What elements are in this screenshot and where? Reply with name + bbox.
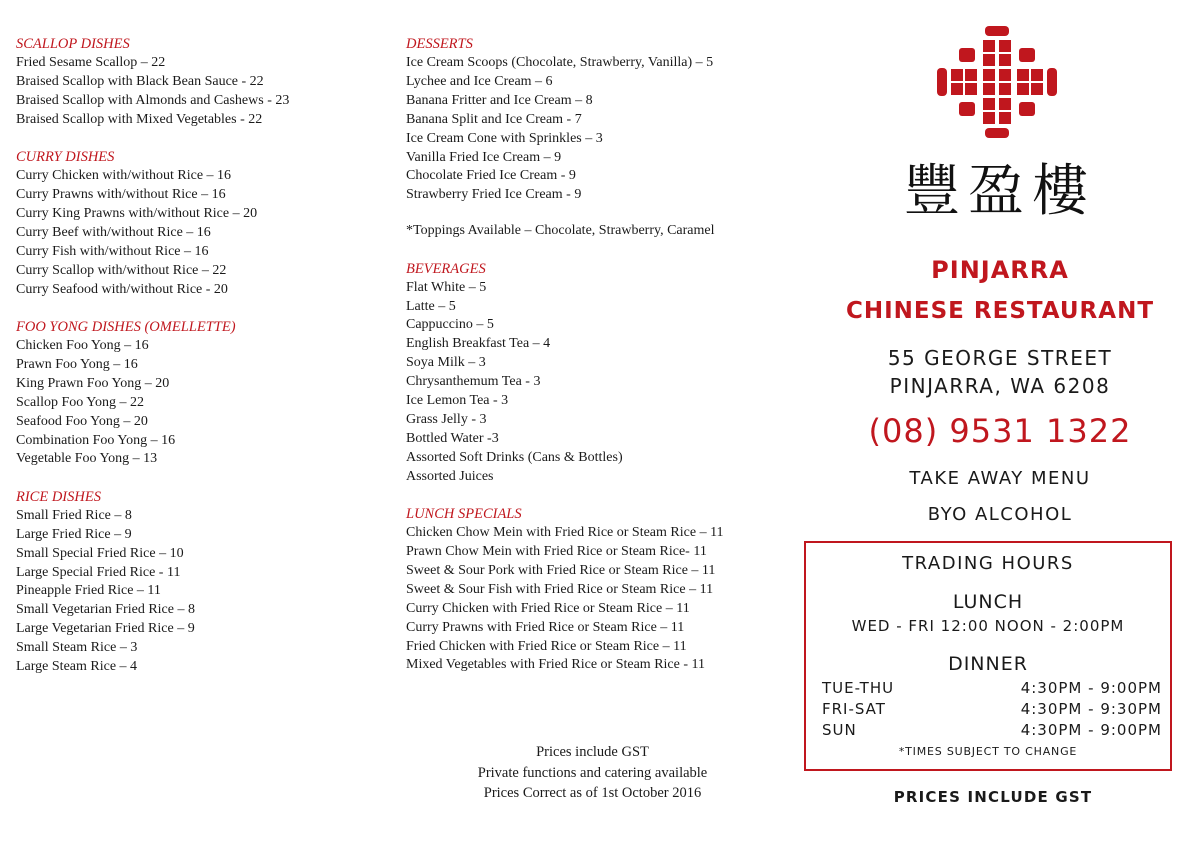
menu-item: Small Steam Rice – 3 xyxy=(16,640,138,656)
toppings-note: *Toppings Available – Chocolate, Strawberry, Caramel xyxy=(406,223,715,239)
section-title: BEVERAGES xyxy=(406,260,486,277)
menu-item: Small Fried Rice – 8 xyxy=(16,507,132,523)
menu-item: Curry Seafood with/without Rice - 20 xyxy=(16,281,228,297)
dinner-title: DINNER xyxy=(948,653,1028,675)
menu-item: Prawn Chow Mein with Fried Rice or Steam Rice- 11 xyxy=(406,544,707,560)
menu-item: Vanilla Fried Ice Cream – 9 xyxy=(406,149,562,165)
trading-hours-title: TRADING HOURS xyxy=(902,553,1074,574)
section-title: SCALLOP DISHES xyxy=(16,36,130,52)
menu-item: Assorted Soft Drinks (Cans & Bottles) xyxy=(406,449,623,465)
byo-label: BYO ALCOHOL xyxy=(927,504,1073,525)
menu-item: Seafood Foo Yong – 20 xyxy=(16,413,148,429)
dinner-time: 4:30PM - 9:00PM xyxy=(1020,721,1162,739)
dinner-row xyxy=(822,679,1162,699)
menu-section xyxy=(16,35,386,130)
menu-item: Large Special Fried Rice - 11 xyxy=(16,564,181,580)
footer-prices-date-note: Prices Correct as of 1st October 2016 xyxy=(483,785,702,801)
menu-item: Curry Chicken with Fried Rice or Steam Rice – 11 xyxy=(406,600,690,616)
menu-item: Ice Lemon Tea - 3 xyxy=(406,393,509,409)
section-title: FOO YONG DISHES (OMELLETTE) xyxy=(16,318,236,335)
menu-item: Bottled Water -3 xyxy=(406,430,499,446)
dinner-row xyxy=(822,700,1162,720)
menu-item: Chicken Foo Yong – 16 xyxy=(16,337,149,353)
menu-item: Curry Prawns with/without Rice – 16 xyxy=(16,187,226,203)
menu-item: Curry King Prawns with/without Rice – 20 xyxy=(16,205,258,221)
menu-item: Large Vegetarian Fried Rice – 9 xyxy=(16,621,195,637)
address-line2: PINJARRA, WA 6208 xyxy=(889,374,1111,398)
menu-section xyxy=(16,148,386,299)
section-title: RICE DISHES xyxy=(16,488,101,505)
footer-gst-note: Prices include GST xyxy=(536,744,649,760)
dinner-day: TUE-THU xyxy=(822,679,895,697)
menu-item: English Breakfast Tea – 4 xyxy=(406,336,551,352)
menu-item: Prawn Foo Yong – 16 xyxy=(16,356,138,372)
menu-section xyxy=(406,505,806,675)
menu-item: Ice Cream Scoops (Chocolate, Strawberry, Vanilla) – 5 xyxy=(406,55,714,70)
address-line1: 55 GEORGE STREET xyxy=(887,346,1113,370)
menu-item: Scallop Foo Yong – 22 xyxy=(16,394,144,410)
chinese-restaurant-name: 豐盈樓 xyxy=(904,159,1096,224)
section-title: CURRY DISHES xyxy=(16,149,115,166)
prices-include-gst: PRICES INCLUDE GST xyxy=(893,788,1093,806)
restaurant-name-line2: CHINESE RESTAURANT xyxy=(845,298,1155,324)
restaurant-info-panel xyxy=(800,0,1200,848)
phone-number: (08) 9531 1322 xyxy=(868,412,1132,450)
menu-item: Sweet & Sour Fish with Fried Rice or Steam Rice – 11 xyxy=(406,581,714,597)
lunch-title: LUNCH xyxy=(952,591,1024,613)
section-title: LUNCH SPECIALS xyxy=(406,506,522,523)
menu-item: Flat White – 5 xyxy=(406,279,487,295)
menu-section xyxy=(16,488,386,677)
hours-disclaimer: *TIMES SUBJECT TO CHANGE xyxy=(898,745,1078,758)
menu-item: Fried Sesame Scallop – 22 xyxy=(16,55,166,70)
menu-item: Curry Fish with/without Rice – 16 xyxy=(16,243,209,259)
dinner-day: FRI-SAT xyxy=(822,700,886,718)
menu-item: Curry Beef with/without Rice – 16 xyxy=(16,224,211,240)
menu-item: Combination Foo Yong – 16 xyxy=(16,432,176,448)
menu-item: Chrysanthemum Tea - 3 xyxy=(406,374,541,390)
menu-section xyxy=(16,318,386,469)
menu-item: Chocolate Fried Ice Cream - 9 xyxy=(406,168,576,184)
menu-item: Small Vegetarian Fried Rice – 8 xyxy=(16,602,195,618)
menu-item: Assorted Juices xyxy=(406,468,494,484)
menu-item: Large Steam Rice – 4 xyxy=(16,659,138,675)
menu-item: Banana Split and Ice Cream - 7 xyxy=(406,111,582,127)
menu-item: Braised Scallop with Almonds and Cashews - 23 xyxy=(16,92,290,108)
menu-item: Curry Scallop with/without Rice – 22 xyxy=(16,262,227,278)
menu-column-left xyxy=(16,35,386,695)
footer-functions-note: Private functions and catering available xyxy=(477,764,708,781)
menu-item: Latte – 5 xyxy=(406,298,456,314)
menu-item: Cappuccino – 5 xyxy=(406,317,494,333)
menu-item: Large Fried Rice – 9 xyxy=(16,526,132,542)
lunch-hours: WED - FRI 12:00 NOON - 2:00PM xyxy=(851,617,1125,635)
dinner-row xyxy=(822,721,1162,741)
menu-item: Strawberry Fried Ice Cream - 9 xyxy=(406,187,582,203)
menu-item: Fried Chicken with Fried Rice or Steam Rice – 11 xyxy=(406,638,687,654)
menu-item: Chicken Chow Mein with Fried Rice or Steam Rice – 11 xyxy=(406,525,724,541)
menu-item: Pineapple Fried Rice – 11 xyxy=(16,583,161,599)
menu-item: Small Special Fried Rice – 10 xyxy=(16,545,184,561)
menu-column-middle xyxy=(406,35,806,694)
menu-item: Sweet & Sour Pork with Fried Rice or Steam Rice – 11 xyxy=(406,562,716,578)
menu-item: Banana Fritter and Ice Cream – 8 xyxy=(406,92,593,108)
menu-item: Ice Cream Cone with Sprinkles – 3 xyxy=(406,130,603,146)
dinner-time: 4:30PM - 9:30PM xyxy=(1020,700,1162,718)
menu-item: Grass Jelly - 3 xyxy=(406,412,487,427)
trading-hours-box xyxy=(804,541,1172,771)
menu-footer xyxy=(440,742,745,804)
dinner-time: 4:30PM - 9:00PM xyxy=(1020,679,1162,697)
red-lattice-emblem-icon xyxy=(937,26,1057,138)
menu-item: Vegetable Foo Yong – 13 xyxy=(16,451,158,467)
menu-item: Mixed Vegetables with Fried Rice or Steam Rice - 11 xyxy=(406,657,705,673)
dinner-day: SUN xyxy=(822,721,857,739)
menu-item: Curry Prawns with Fried Rice or Steam Rice – 11 xyxy=(406,619,685,635)
restaurant-name-line1: PINJARRA xyxy=(931,256,1069,284)
menu-section xyxy=(406,35,806,205)
menu-section xyxy=(406,260,806,487)
menu-item: Curry Chicken with/without Rice – 16 xyxy=(16,168,232,184)
takeaway-label: TAKE AWAY MENU xyxy=(909,468,1091,489)
menu-item: Lychee and Ice Cream – 6 xyxy=(406,73,553,89)
menu-item: Soya Milk – 3 xyxy=(406,355,486,371)
section-title: DESSERTS xyxy=(406,36,473,52)
menu-item: King Prawn Foo Yong – 20 xyxy=(16,375,170,391)
menu-item: Braised Scallop with Black Bean Sauce - 22 xyxy=(16,73,264,89)
menu-item: Braised Scallop with Mixed Vegetables - 22 xyxy=(16,111,263,127)
